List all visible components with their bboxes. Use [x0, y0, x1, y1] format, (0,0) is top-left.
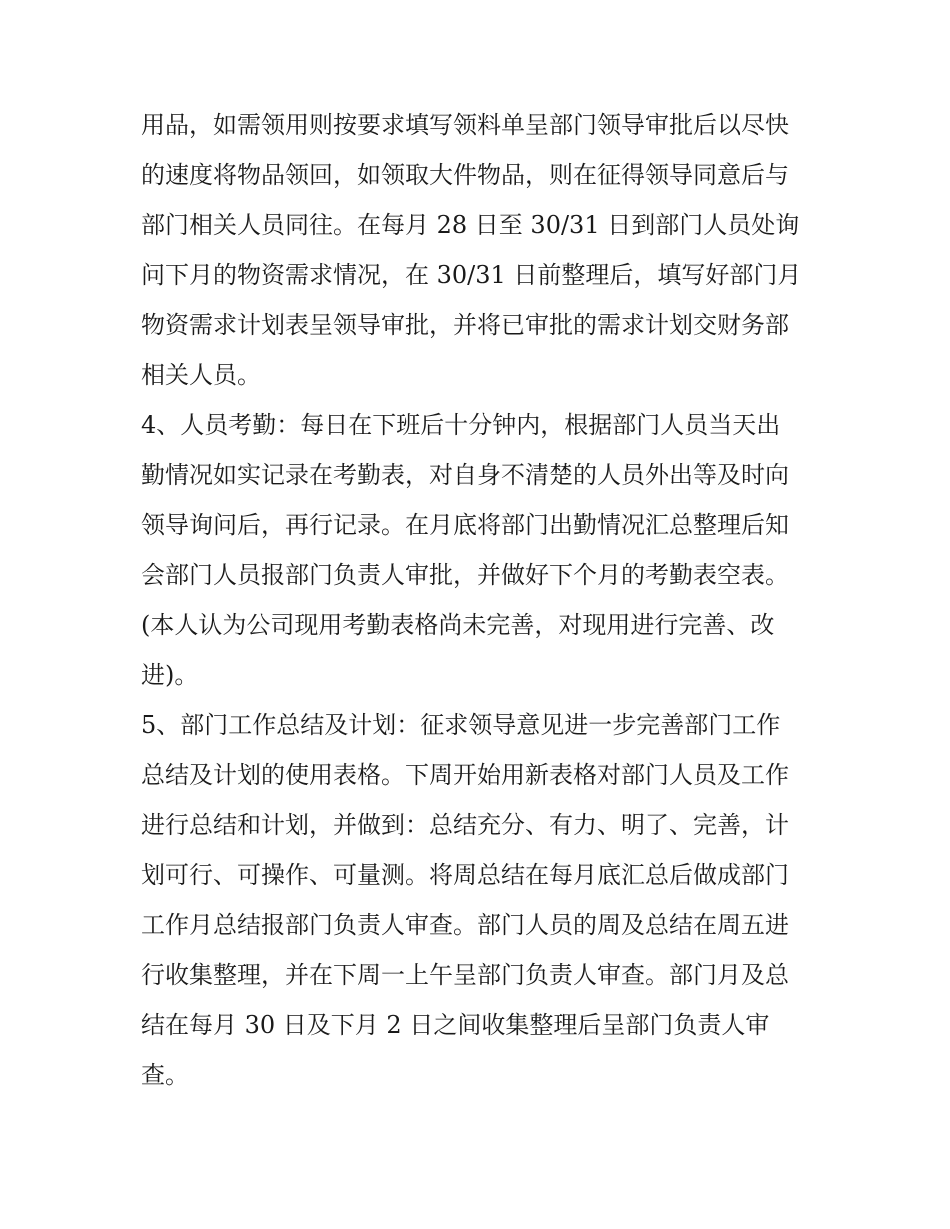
text-line: 进行总结和计划，并做到：总结充分、有力、明了、完善，计	[141, 811, 789, 839]
text-line: 相关人员。	[141, 361, 261, 389]
text-line: 会部门人员报部门负责人审批，并做好下个月的考勤表空表。	[141, 561, 789, 589]
text-line: (本人认为公司现用考勤表格尚未完善，对现用进行完善、改	[141, 611, 775, 639]
text-line: 划可行、可操作、可量测。将周总结在每月底汇总后做成部门	[141, 861, 789, 889]
text-line: 用品，如需领用则按要求填写领料单呈部门领导审批后以尽快	[141, 111, 789, 139]
text-line: 领导询问后，再行记录。在月底将部门出勤情况汇总整理后知	[141, 511, 789, 539]
text-line: 行收集整理，并在下周一上午呈部门负责人审查。部门月及总	[141, 961, 789, 989]
text-line: 结在每月 30 日及下月 2 日之间收集整理后呈部门负责人审	[141, 1011, 770, 1039]
text-line: 查。	[141, 1061, 189, 1089]
text-line: 总结及计划的使用表格。下周开始用新表格对部门人员及工作	[141, 761, 789, 789]
text-line: 物资需求计划表呈领导审批，并将已审批的需求计划交财务部	[141, 311, 789, 339]
text-line: 工作月总结报部门负责人审查。部门人员的周及总结在周五进	[141, 911, 789, 939]
text-line: 部门相关人员同往。在每月 28 日至 30/31 日到部门人员处询	[141, 211, 800, 239]
text-line: 的速度将物品领回，如领取大件物品，则在征得领导同意后与	[141, 161, 789, 189]
section-4-heading-line: 4、人员考勤：每日在下班后十分钟内，根据部门人员当天出	[141, 411, 781, 439]
text-line: 进)。	[141, 661, 199, 689]
text-line: 勤情况如实记录在考勤表，对自身不清楚的人员外出等及时向	[141, 461, 789, 489]
body-text	[141, 107, 831, 1107]
text-line: 问下月的物资需求情况，在 30/31 日前整理后，填写好部门月	[141, 261, 802, 289]
section-5-heading-line: 5、部门工作总结及计划：征求领导意见进一步完善部门工作	[141, 711, 781, 739]
